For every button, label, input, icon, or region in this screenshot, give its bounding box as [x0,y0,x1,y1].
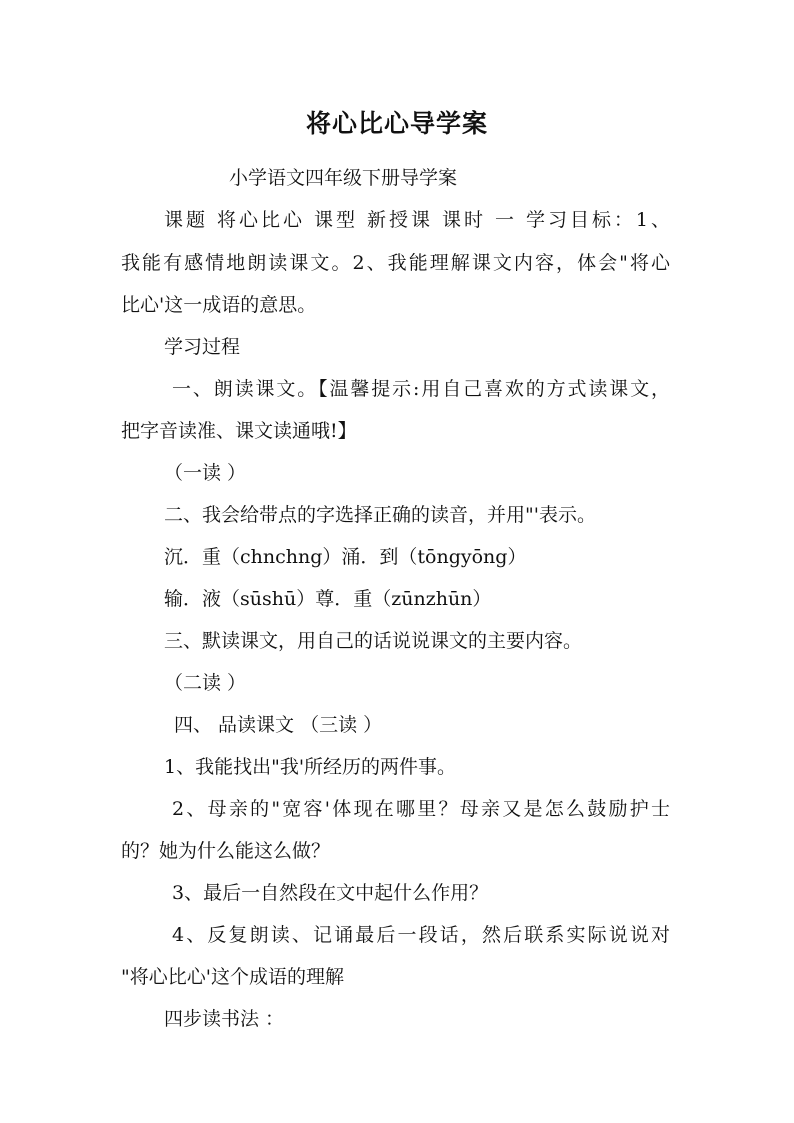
paragraph-line-18: 4、反复朗读、记诵最后一段话，然后联系实际说说对 [172,924,670,946]
paragraph-line-6: 把字音读准、课文读通哦!】 [121,420,357,442]
paragraph-line-1: 课题 将心比心 课型 新授课 课时 一 学习目标：1、 [164,209,670,231]
paragraph-line-14: 1、我能找出"我'所经历的两件事。 [164,756,457,778]
paragraph-line-15: 2、母亲的"宽容'体现在哪里？母亲又是怎么鼓励护士 [172,798,670,820]
paragraph-line-13: 四、 品读课文 （三读 ） [174,714,383,736]
paragraph-line-16: 的？她为什么能这么做？ [121,840,331,862]
paragraph-line-2: 我能有感情地朗读课文。2、我能理解课文内容，体会"将心 [121,252,670,274]
paragraph-line-9: 沉．重（chnchng）涌．到（tōngyōng） [164,546,527,568]
paragraph-line-5: 一、朗读课文。【温馨提示:用自己喜欢的方式读课文， [172,378,670,400]
document-subtitle: 小学语文四年级下册导学案 [229,167,458,189]
paragraph-line-11: 三、默读课文，用自己的话说说课文的主要内容。 [164,630,583,652]
section-heading-learning-process: 学习过程 [164,336,241,358]
paragraph-line-8: 二、我会给带点的字选择正确的读音，并用"'表示。 [164,504,596,526]
paragraph-line-10: 输．液（sūshū）尊．重（zūnzhūn） [164,588,492,610]
paragraph-line-3: 比心'这一成语的意思。 [121,294,317,316]
paragraph-line-17: 3、最后一自然段在文中起什么作用？ [172,882,489,904]
document-title: 将心比心导学案 [305,109,488,138]
paragraph-line-7: （一读 ） [164,462,247,484]
paragraph-line-20: 四步读书法 ： [164,1008,285,1030]
paragraph-line-19: "将心比心'这个成语的理解 [121,966,344,988]
paragraph-line-12: （二读 ） [164,672,247,694]
